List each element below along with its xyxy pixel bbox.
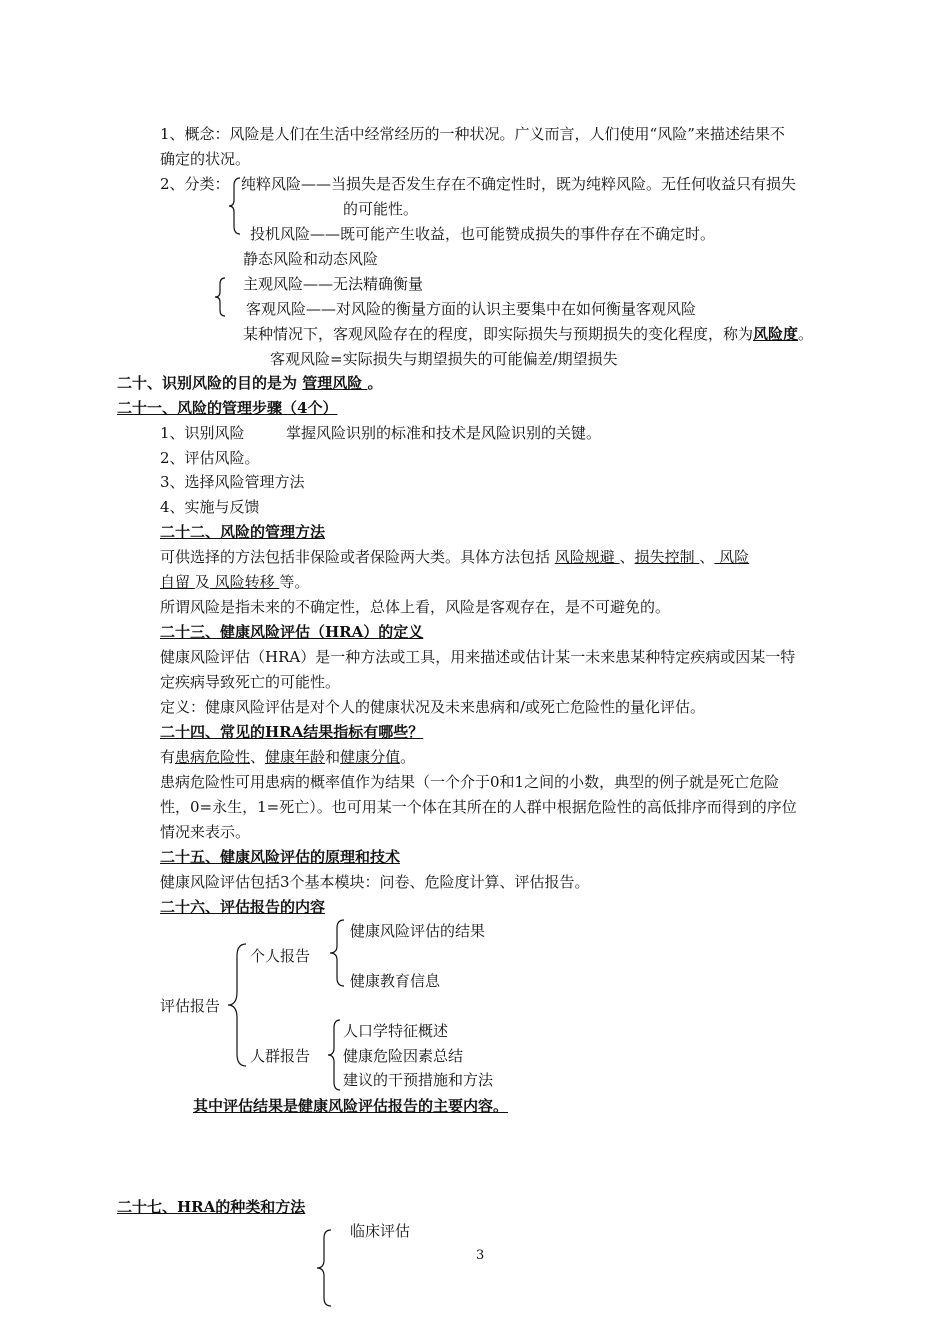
- brace-personal-report: [328, 918, 346, 988]
- indicators-has: 有: [160, 748, 176, 766]
- brace-report-root: [226, 942, 248, 1068]
- section-26-title: 二十六、评估报告的内容: [160, 898, 326, 916]
- section-27-title: 二十七、HRA的种类和方法: [117, 1198, 306, 1216]
- brace-pure-speculative: [228, 176, 242, 236]
- personal-report: 个人报告: [250, 947, 311, 965]
- step-2: 2、评估风险。: [160, 449, 260, 467]
- group-report: 人群报告: [250, 1047, 311, 1065]
- brace-subjective-objective: [213, 276, 227, 318]
- group-item-risk-factors: 健康危险因素总结: [343, 1047, 464, 1065]
- section-20-answer: 管理风险: [302, 374, 368, 392]
- personal-item-education: 健康教育信息: [350, 972, 441, 990]
- group-item-demographics: 人口学特征概述: [343, 1022, 449, 1040]
- section-25-title: 二十五、健康风险评估的原理和技术: [160, 848, 401, 866]
- disease-risk-p2: 性，0=永生，1=死亡）。也可用某一个体在其所在的人群中根据危险性的高低排序而得到的序位: [160, 798, 797, 816]
- pure-risk: 纯粹风险——当损失是否发生存在不确定性时，既为纯粹风险。无任何收益只有损失: [241, 175, 797, 193]
- risk-degree-line: [243, 324, 813, 344]
- risk-degree-term: 风险度: [753, 325, 799, 343]
- method-loss-control: 损失控制: [634, 548, 700, 566]
- method-transfer: 风险转移: [209, 573, 280, 591]
- step-4: 4、实施与反馈: [160, 498, 260, 516]
- section-22-title: 二十二、风险的管理方法: [160, 523, 326, 541]
- group-item-interventions: 建议的干预措施和方法: [343, 1071, 494, 1089]
- indicator-health-score: 健康分值: [340, 748, 401, 766]
- section-20: [117, 373, 382, 393]
- indicators-end: 。: [400, 748, 416, 766]
- hra-modules: 健康风险评估包括3个基本模块：问卷、危险度计算、评估报告。: [160, 873, 590, 891]
- step-1: 1、识别风险: [160, 424, 245, 442]
- brace-hra-types: [315, 1228, 333, 1308]
- risk-note: 所谓风险是指未来的不确定性，总体上看，风险是客观存在，是不可避免的。: [160, 598, 671, 616]
- methods-line-2: [160, 572, 309, 592]
- step-3: 3、选择风险管理方法: [160, 473, 305, 491]
- concept-line-cont: 确定的状况。: [160, 150, 251, 168]
- section-24-title: 二十四、常见的HRA结果指标有哪些？: [160, 723, 424, 741]
- section-21-title: 二十一、风险的管理步骤（4个）: [117, 399, 338, 417]
- indicators-and: 和: [325, 748, 341, 766]
- step-1-note: 掌握风险识别的标准和技术是风险识别的关键。: [286, 424, 602, 442]
- method-and: 及: [194, 573, 210, 591]
- hra-type-clinical: 临床评估: [350, 1222, 411, 1240]
- indicator-health-age: 健康年龄: [265, 748, 326, 766]
- method-avoidance: 风险规避: [554, 548, 620, 566]
- section-20-end: 。: [367, 374, 383, 392]
- report-root: 评估报告: [160, 997, 221, 1015]
- concept-line: 1、概念：风险是人们在生活中经常经历的一种状况。广义而言，人们使用“风险”来描述结果不: [160, 125, 785, 143]
- method-retention-a: 风险: [714, 548, 750, 566]
- speculative-risk: 投机风险——既可能产生收益，也可能赞成损失的事件存在不确定时。: [250, 225, 716, 243]
- page-number: 3: [476, 1248, 485, 1263]
- pure-risk-cont: 的可能性。: [343, 200, 419, 218]
- methods-prefix: 可供选择的方法包括非保险或者保险两大类。具体方法包括: [160, 548, 555, 566]
- section-20-prefix: 二十、识别风险的目的是为: [117, 374, 303, 392]
- subjective-risk: 主观风险——无法精确衡量: [243, 275, 424, 293]
- methods-line-1: [160, 547, 749, 567]
- brace-group-report: [326, 1018, 342, 1092]
- indicator-disease-risk: 患病危险性: [175, 748, 251, 766]
- disease-risk-p3: 情况来表示。: [160, 823, 251, 841]
- category-label: 2、分类：: [160, 175, 230, 193]
- section-23-title: 二十三、健康风险评估（HRA）的定义: [160, 623, 424, 641]
- hra-def-2: 定义：健康风险评估是对个人的健康状况及未来患病和/或死亡危险性的量化评估。: [160, 698, 706, 716]
- method-retention-b: 自留: [160, 573, 195, 591]
- methods-end: 等。: [279, 573, 310, 591]
- objective-risk: 客观风险——对风险的衡量方面的认识主要集中在如何衡量客观风险: [246, 300, 697, 318]
- method-sep-2: 、: [699, 548, 715, 566]
- method-sep-1: 、: [619, 548, 635, 566]
- risk-degree-end: 。: [798, 325, 814, 343]
- disease-risk-p1: 患病危险性可用患病的概率值作为结果（一个介于0和1之间的小数，典型的例子就是死亡危险: [160, 773, 780, 791]
- personal-item-result: 健康风险评估的结果: [350, 922, 486, 940]
- report-summary: 其中评估结果是健康风险评估报告的主要内容。: [193, 1097, 509, 1115]
- hra-def-1: 健康风险评估（HRA）是一种方法或工具，用来描述或估计某一未来患某种特定疾病或因某一特: [160, 648, 796, 666]
- hra-def-1-cont: 定疾病导致死亡的可能性。: [160, 673, 341, 691]
- indicators-sep: 、: [250, 748, 266, 766]
- risk-degree-text: 某种情况下，客观风险存在的程度，即实际损失与预期损失的变化程度，称为: [243, 325, 754, 343]
- static-dynamic-risk: 静态风险和动态风险: [243, 250, 379, 268]
- hra-indicators: [160, 747, 415, 767]
- objective-risk-formula: 客观风险=实际损失与期望损失的可能偏差/期望损失: [270, 350, 618, 368]
